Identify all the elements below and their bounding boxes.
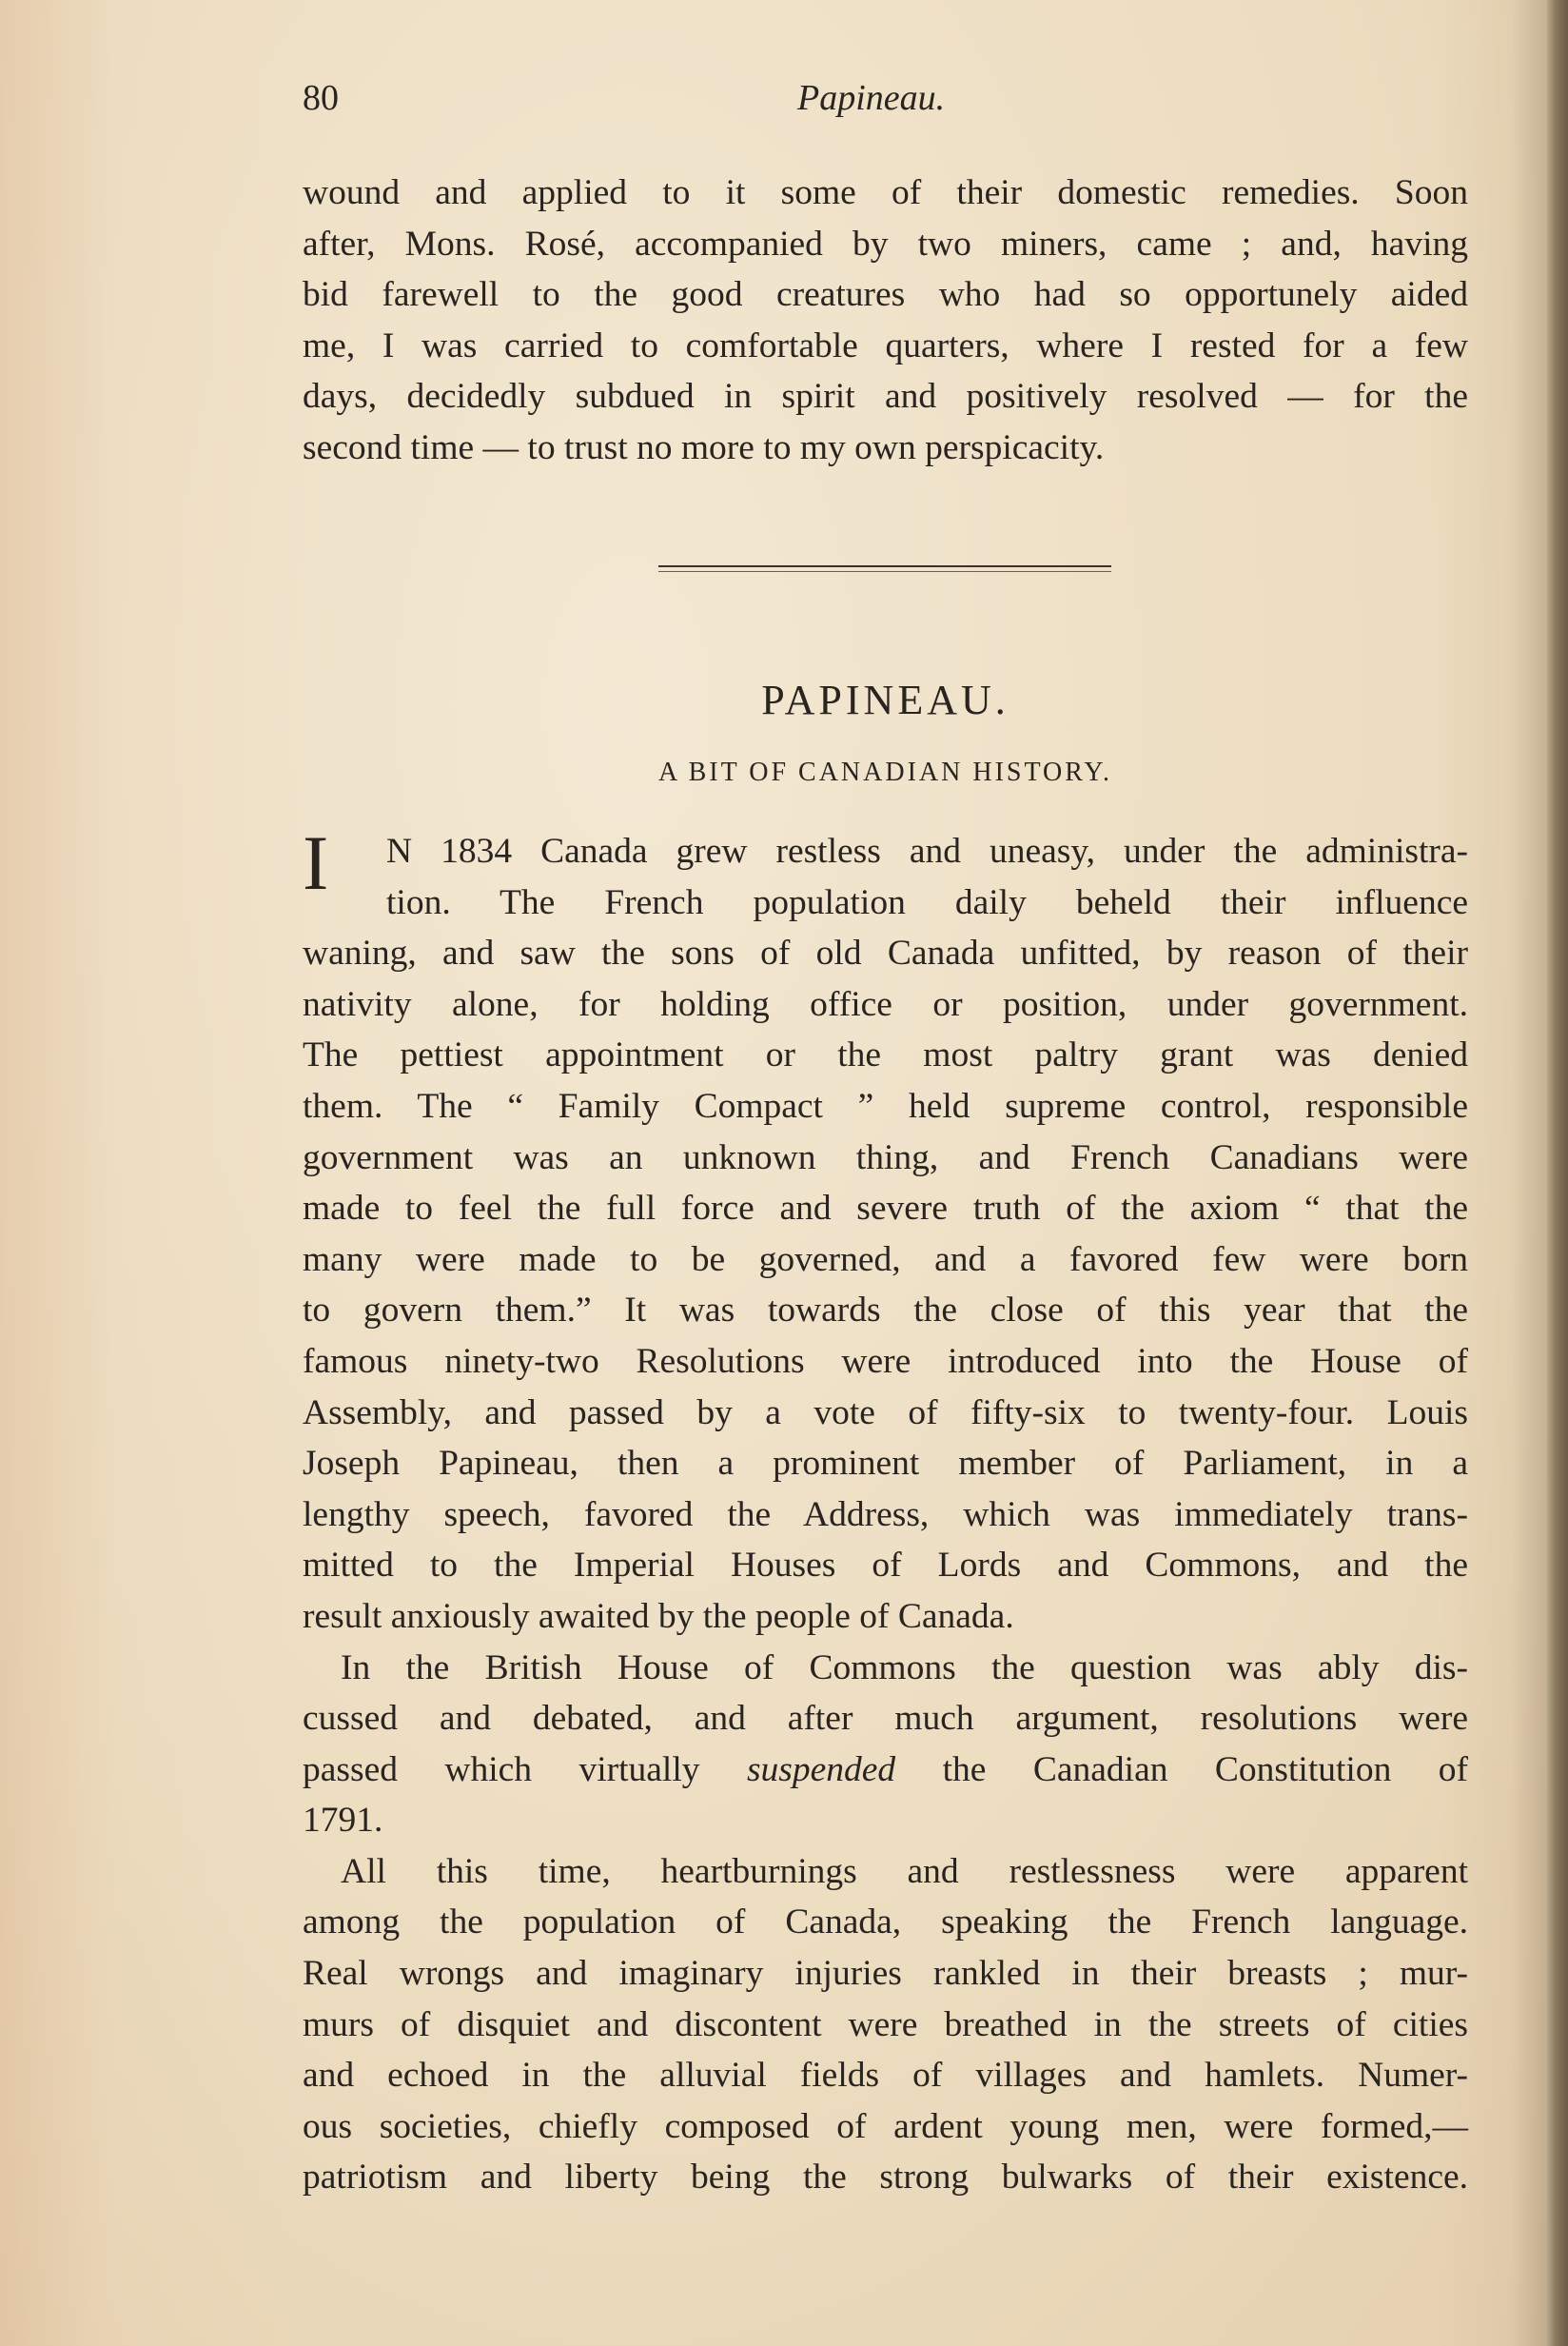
text-line: ous societies, chiefly composed of ardent young men, were formed,— bbox=[303, 2106, 1468, 2146]
paragraph-1 bbox=[303, 819, 1468, 2203]
text-segment: passed which virtually bbox=[303, 1749, 747, 1789]
page-number: 80 bbox=[303, 78, 339, 118]
text-line: The pettiest appointment or the most paltry grant was denied bbox=[303, 1035, 1468, 1075]
text-segment: the Canadian Constitution of bbox=[895, 1749, 1468, 1789]
text-line: result anxiously awaited by the people of Canada. bbox=[303, 1596, 1014, 1636]
text-line: second time — to trust no more to my own perspicacity. bbox=[303, 427, 1105, 467]
text-line: tion. The French population daily beheld their influence bbox=[386, 882, 1468, 922]
article-subtitle: A BIT OF CANADIAN HISTORY. bbox=[657, 758, 1113, 787]
text-line: to govern them.” It was towards the close of this year that the bbox=[303, 1291, 1468, 1331]
text-line: many were made to be governed, and a favored few were born bbox=[303, 1239, 1468, 1279]
running-header bbox=[303, 74, 1473, 122]
text-line: In the British House of Commons the question was ably dis- bbox=[341, 1647, 1468, 1687]
text-line: Assembly, and passed by a vote of fifty-six to twenty-four. Louis bbox=[303, 1392, 1468, 1432]
text-line: them. The “ Family Compact ” held supreme control, responsible bbox=[303, 1086, 1468, 1126]
text-line: government was an unknown thing, and French Canadians were bbox=[303, 1137, 1468, 1177]
text-line: nativity alone, for holding office or position, under government. bbox=[303, 984, 1468, 1024]
text-line: All this time, heartburnings and restlessness were apparent bbox=[341, 1851, 1468, 1891]
text-line: Joseph Papineau, then a prominent member of Parliament, in a bbox=[303, 1444, 1468, 1484]
running-title: Papineau. bbox=[797, 78, 946, 118]
drop-cap: I bbox=[303, 819, 329, 906]
text-line: famous ninety-two Resolutions were introduced into the House of bbox=[303, 1341, 1468, 1381]
text-line: made to feel the full force and severe truth of the axiom “ that the bbox=[303, 1189, 1468, 1229]
text-line: cussed and debated, and after much argument, resolutions were bbox=[303, 1699, 1468, 1739]
italic-word: suspended bbox=[746, 1749, 896, 1789]
previous-article-ending bbox=[303, 168, 1468, 474]
text-line: murs of disquiet and discontent were breathed in the streets of cities bbox=[303, 2004, 1468, 2044]
text-line: mitted to the Imperial Houses of Lords and Commons, and the bbox=[303, 1546, 1468, 1586]
text-line: bid farewell to the good creatures who had so opportunely aided bbox=[303, 275, 1468, 315]
text-line: 1791. bbox=[303, 1801, 383, 1841]
text-line: waning, and saw the sons of old Canada unfitted, by reason of their bbox=[303, 934, 1468, 974]
text-line: and echoed in the alluvial fields of villages and hamlets. Numer- bbox=[303, 2056, 1468, 2096]
article-title: PAPINEAU. bbox=[761, 677, 1009, 723]
text-line: days, decidedly subdued in spirit and positively resolved — for the bbox=[303, 377, 1468, 417]
text-line: me, I was carried to comfortable quarters, where I rested for a few bbox=[303, 325, 1468, 365]
text-line: lengthy speech, favored the Address, which was immediately trans- bbox=[303, 1494, 1468, 1534]
text-line: Real wrongs and imaginary injuries rankled in their breasts ; mur- bbox=[303, 1954, 1468, 1994]
page-edge-shadow bbox=[1547, 0, 1568, 2346]
text-line: among the population of Canada, speaking the French language. bbox=[303, 1902, 1468, 1942]
text-line: N 1834 Canada grew restless and uneasy, under the administra- bbox=[386, 832, 1468, 871]
text-line: after, Mons. Rosé, accompanied by two miners, came ; and, having bbox=[303, 224, 1468, 264]
section-divider bbox=[658, 565, 1111, 572]
text-line: patriotism and liberty being the strong bulwarks of their existence. bbox=[303, 2158, 1468, 2198]
text-line-with-italic bbox=[303, 1745, 1468, 1796]
text-line: wound and applied to it some of their domestic remedies. Soon bbox=[303, 173, 1468, 212]
